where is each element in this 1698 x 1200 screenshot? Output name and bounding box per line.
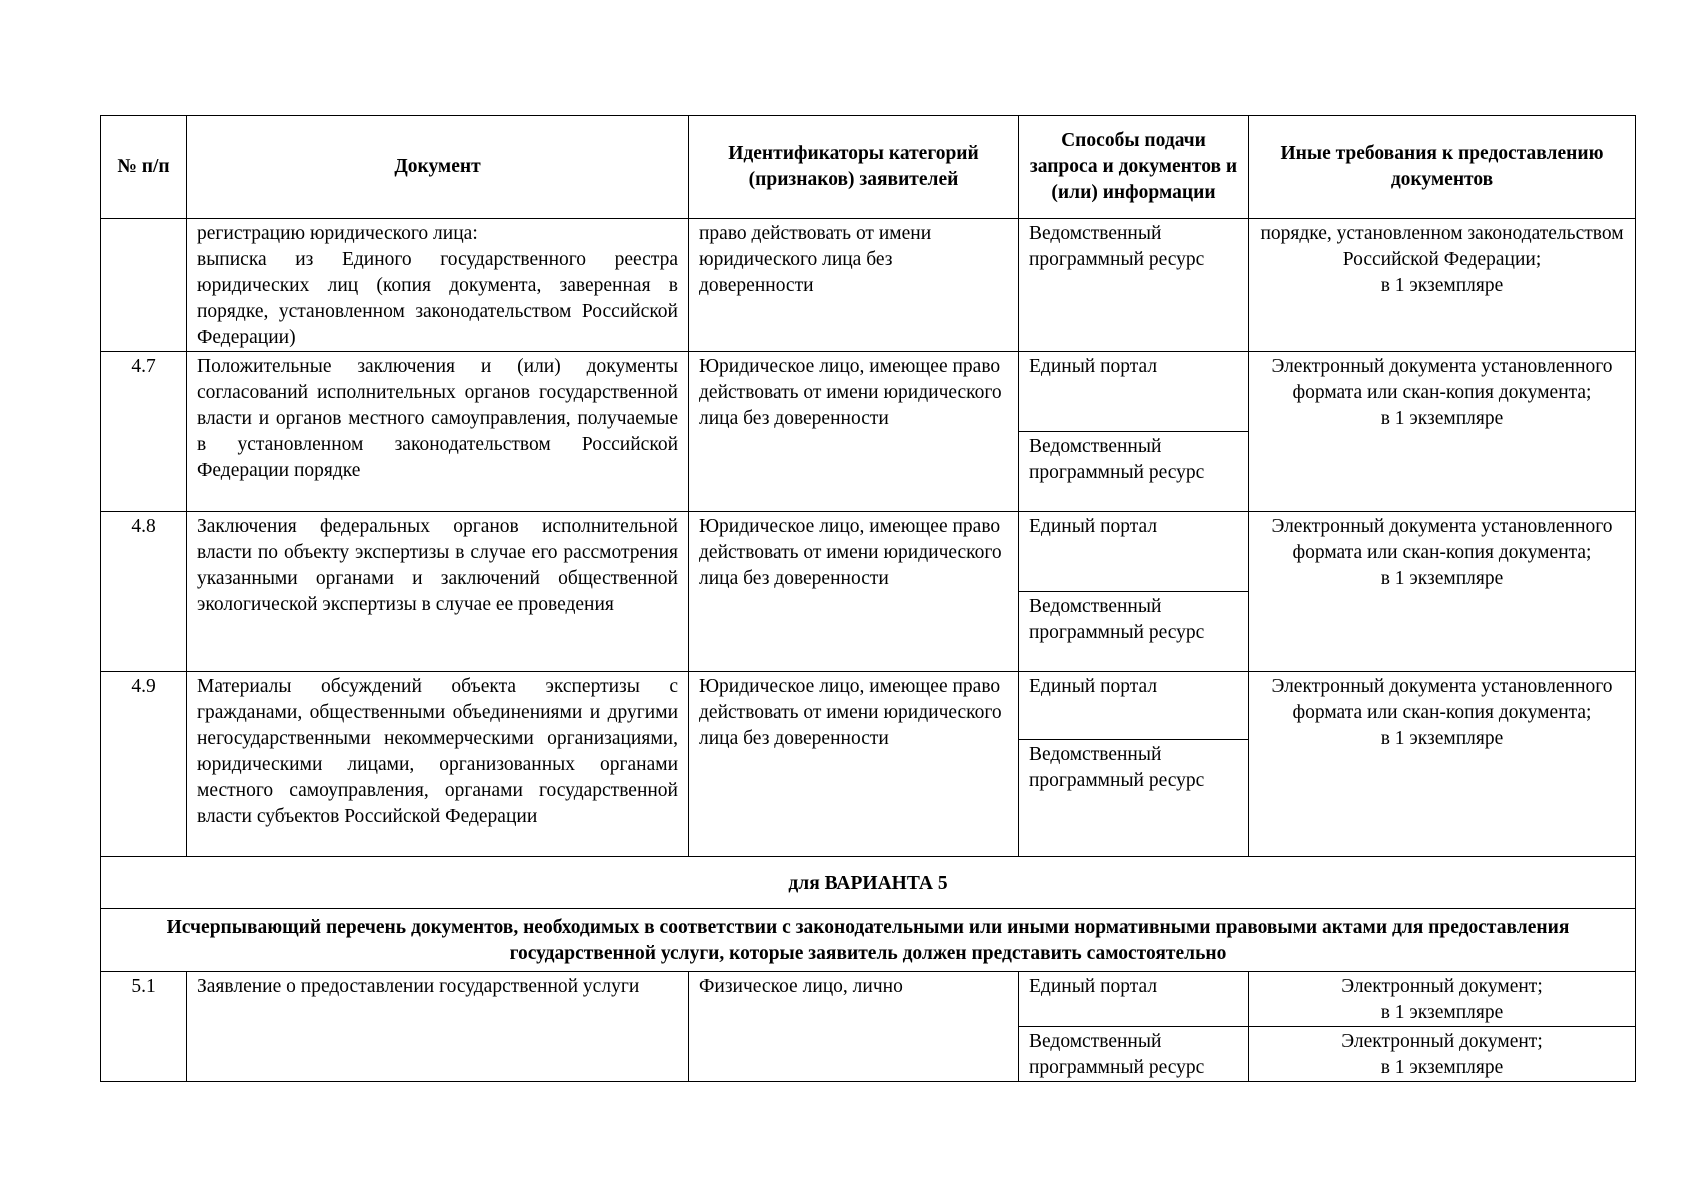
variant-heading: для ВАРИАНТА 5: [101, 857, 1636, 909]
row-requirements-line: в 1 экземпляре: [1380, 728, 1504, 749]
table-row: [101, 219, 1636, 352]
row-requirements: [1249, 512, 1636, 672]
row-document: [187, 219, 689, 352]
row-num: 4.8: [101, 512, 187, 672]
row-method: Единый портал: [1019, 512, 1249, 592]
row-requirements-line: Электронный документ;: [1341, 976, 1543, 997]
row-method: Ведомственный программный ресурс: [1019, 219, 1249, 352]
header-methods: Способы подачи запроса и документов и (или) информации: [1019, 116, 1249, 219]
row-method: Ведомственный программный ресурс: [1019, 1027, 1249, 1082]
row-requirements-line: в 1 экземпляре: [1380, 568, 1504, 589]
row-requirements: [1249, 1027, 1636, 1082]
row-document: Положительные заключения и (или) документы согласований исполнительных органов государственной власти и органов местного самоуправления, получаемые в установленном законодательством Российской Федерации порядке: [187, 352, 689, 512]
row-method: Единый портал: [1019, 972, 1249, 1027]
row-num: 4.7: [101, 352, 187, 512]
table-row: [101, 672, 1636, 740]
row-num: 4.9: [101, 672, 187, 857]
row-identifier: Юридическое лицо, имеющее право действовать от имени юридического лица без доверенности: [689, 672, 1019, 857]
row-identifier: право действовать от имени юридического лица без доверенности: [689, 219, 1019, 352]
row-method: Единый портал: [1019, 352, 1249, 432]
row-document-line: выписка из Единого государственного реестра юридических лиц (копия документа, заверенная в порядке, установленном законодательством Российской Федерации): [197, 249, 678, 348]
header-num: № п/п: [101, 116, 187, 219]
row-document-line: регистрацию юридического лица:: [197, 223, 478, 244]
documents-table: [100, 115, 1636, 1082]
table-row: [101, 352, 1636, 432]
table-row: [101, 972, 1636, 1027]
header-identifiers: Идентификаторы категорий (признаков) заявителей: [689, 116, 1019, 219]
row-requirements-line: Электронный документ;: [1341, 1031, 1543, 1052]
row-identifier: Юридическое лицо, имеющее право действовать от имени юридического лица без доверенности: [689, 512, 1019, 672]
row-method: Ведомственный программный ресурс: [1019, 592, 1249, 672]
table-header-row: [101, 116, 1636, 219]
table-row: [101, 512, 1636, 592]
row-requirements: [1249, 352, 1636, 512]
row-num: [101, 219, 187, 352]
row-requirements: [1249, 972, 1636, 1027]
row-identifier: Физическое лицо, лично: [689, 972, 1019, 1082]
row-requirements-line: в 1 экземпляре: [1380, 1057, 1504, 1078]
row-method: Единый портал: [1019, 672, 1249, 740]
row-method: Ведомственный программный ресурс: [1019, 740, 1249, 857]
header-document: Документ: [187, 116, 689, 219]
exhaustive-list-heading: Исчерпывающий перечень документов, необходимых в соответствии с законодательными или иными нормативными правовыми актами для предоставления государственной услуги, которые заявитель должен представить самостоятельно: [101, 909, 1636, 972]
row-requirements-line: в 1 экземпляре: [1380, 275, 1504, 296]
row-requirements-line: Электронный документа установленного формата или скан-копия документа;: [1271, 676, 1613, 723]
row-requirements-line: в 1 экземпляре: [1380, 408, 1504, 429]
row-document: Материалы обсуждений объекта экспертизы с гражданами, общественными объединениями и другими негосударственными некоммерческими организациями, юридическими лицами, организованных органами местного самоуправления, органами государственной власти субъектов Российской Федерации: [187, 672, 689, 857]
row-requirements: [1249, 672, 1636, 857]
row-document: Заключения федеральных органов исполнительной власти по объекту экспертизы в случае его рассмотрения указанными органами и заключений общественной экологической экспертизы в случае ее проведения: [187, 512, 689, 672]
row-requirements-line: Электронный документа установленного формата или скан-копия документа;: [1271, 356, 1613, 403]
row-document: Заявление о предоставлении государственной услуги: [187, 972, 689, 1082]
row-requirements-line: в 1 экземпляре: [1380, 1002, 1504, 1023]
row-method: Ведомственный программный ресурс: [1019, 432, 1249, 512]
row-num: 5.1: [101, 972, 187, 1082]
row-identifier: Юридическое лицо, имеющее право действовать от имени юридического лица без доверенности: [689, 352, 1019, 512]
header-requirements: Иные требования к предоставлению документов: [1249, 116, 1636, 219]
row-requirements: [1249, 219, 1636, 352]
row-requirements-line: Электронный документа установленного формата или скан-копия документа;: [1271, 516, 1613, 563]
row-requirements-line: порядке, установленном законодательством Российской Федерации;: [1260, 223, 1624, 270]
section-row: [101, 909, 1636, 972]
section-row: [101, 857, 1636, 909]
